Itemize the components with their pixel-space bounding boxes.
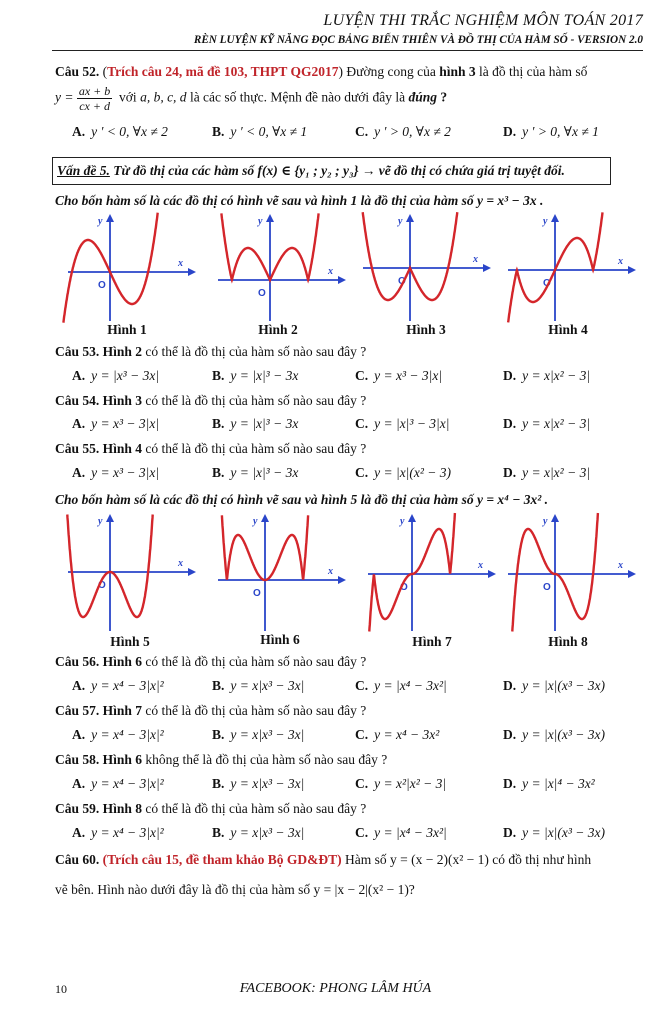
graph-hinh-8: [500, 510, 640, 635]
x-axis-arrow: [188, 268, 196, 276]
origin-label: O: [98, 280, 106, 291]
q60-label: Câu 60.: [55, 852, 100, 867]
q52-hinh: hình 3: [439, 64, 476, 79]
q58-option-a[interactable]: A. y = x⁴ − 3|x|²: [72, 776, 164, 791]
y-axis-arrow: [106, 514, 114, 522]
graph-hinh-4: [500, 210, 640, 325]
q58-option-b[interactable]: B. y = x|x³ − 3x|: [212, 776, 305, 791]
x-axis-label: x: [178, 258, 183, 269]
q55-option-d[interactable]: D. y = x|x² − 3|: [503, 465, 591, 480]
y-axis-label: y: [258, 216, 263, 227]
q57-option-d[interactable]: D. y = |x|(x³ − 3x): [503, 727, 606, 742]
q54-stem: Câu 54. Hình 3 có thể là đồ thị của hàm số nào sau đây ?: [55, 393, 367, 408]
q60-line2: vẽ bên. Hình nào dưới đây là đồ thị của hàm số y = |x − 2|(x² − 1)?: [55, 882, 415, 897]
section5-heading: [57, 163, 565, 179]
x-axis-label: x: [178, 558, 183, 569]
y-axis-label: y: [98, 216, 103, 227]
q52-formula-lhs: y =: [55, 89, 74, 105]
q52-line1: Câu 52. (Trích câu 24, mã đề 103, THPT QG2017) Đường cong của hình 3 là đồ thị của hàm số: [55, 64, 588, 79]
origin-label: O: [258, 288, 266, 299]
q54-option-a[interactable]: A. y = x³ − 3|x|: [72, 416, 160, 431]
q53-stem: Câu 53. Hình 2 có thể là đồ thị của hàm số nào sau đây ?: [55, 344, 367, 359]
x-axis-arrow: [628, 570, 636, 578]
q59-option-c[interactable]: C. y = |x⁴ − 3x²|: [355, 825, 447, 840]
q52-vars: a, b, c, d: [140, 89, 187, 105]
header-rule: [52, 50, 643, 51]
q58-option-c[interactable]: C. y = x²|x² − 3|: [355, 776, 447, 791]
x-axis-label: x: [473, 254, 478, 265]
q52-qmark: ?: [440, 89, 448, 105]
graph-hinh-1: [60, 210, 200, 325]
q54-option-d[interactable]: D. y = x|x² − 3|: [503, 416, 591, 431]
q56-option-d[interactable]: D. y = |x|(x³ − 3x): [503, 678, 606, 693]
intro1: Cho bốn hàm số là các đồ thị có hình vẽ sau và hình 1 là đồ thị của hàm số y = x³ − 3x .: [55, 193, 544, 208]
x-axis-arrow: [338, 576, 346, 584]
q56-option-c[interactable]: C. y = |x⁴ − 3x²|: [355, 678, 447, 693]
origin-label: O: [400, 582, 408, 593]
caption-hinh-8: Hình 8: [548, 634, 588, 649]
q59-option-b[interactable]: B. y = x|x³ − 3x|: [212, 825, 305, 840]
y-axis-label: y: [543, 516, 548, 527]
y-axis-label: y: [253, 516, 258, 527]
caption-hinh-5: Hình 5: [110, 634, 150, 649]
q57-stem: Câu 57. Hình 7 có thể là đồ thị của hàm số nào sau đây ?: [55, 703, 367, 718]
x-axis-arrow: [338, 276, 346, 284]
x-axis-arrow: [483, 264, 491, 272]
graph-hinh-3: [355, 210, 495, 325]
q52-emph: đúng: [408, 89, 438, 105]
header-subtitle: RÈN LUYỆN KỸ NĂNG ĐỌC BẢNG BIẾN THIÊN VÀ ĐỒ THỊ CỦA HÀM SỐ - VERSION 2.0: [193, 34, 643, 46]
caption-hinh-4: Hình 4: [548, 322, 588, 337]
section5-text: Từ đồ thị của các hàm số f(x) ∈ {y₁ ; y₂ ; y₃} → vẽ đồ thị có chứa giá trị tuyệt đối.: [113, 163, 565, 178]
intro2: Cho bốn hàm số là các đồ thị có hình vẽ sau và hình 5 là đồ thị của hàm số y = x⁴ − 3x² .: [55, 492, 549, 507]
q52-fraction: [77, 84, 112, 113]
q52-label: Câu 52.: [55, 64, 100, 79]
q52-text1: Đường cong của: [346, 64, 436, 79]
x-axis-label: x: [618, 256, 623, 267]
y-axis-label: y: [398, 216, 403, 227]
graph-hinh-7: [360, 510, 500, 635]
q52-text2: là đồ thị của hàm số: [479, 64, 588, 79]
q52-option-b[interactable]: B. y ′ < 0, ∀x ≠ 1: [212, 124, 308, 139]
q58-option-d[interactable]: D. y = |x|⁴ − 3x²: [503, 776, 595, 791]
y-axis-arrow: [551, 514, 559, 522]
q55-option-b[interactable]: B. y = |x|³ − 3x: [212, 465, 299, 480]
x-axis-label: x: [328, 266, 333, 277]
q57-option-c[interactable]: C. y = x⁴ − 3x²: [355, 727, 440, 742]
q59-option-d[interactable]: D. y = |x|(x³ − 3x): [503, 825, 606, 840]
section5-box: [52, 157, 611, 185]
q60-line1: [55, 852, 643, 868]
q56-option-b[interactable]: B. y = x|x³ − 3x|: [212, 678, 305, 693]
origin-label: O: [253, 588, 261, 599]
origin-label: O: [543, 278, 551, 289]
origin-label: O: [398, 276, 406, 287]
caption-hinh-7: Hình 7: [412, 634, 452, 649]
q55-option-c[interactable]: C. y = |x|(x² − 3): [355, 465, 452, 480]
q52-text4: là các số thực. Mệnh đề nào dưới đây là: [189, 89, 406, 105]
q54-option-b[interactable]: B. y = |x|³ − 3x: [212, 416, 299, 431]
q56-stem: Câu 56. Hình 6 có thể là đồ thị của hàm số nào sau đây ?: [55, 654, 367, 669]
graph-hinh-6: [210, 510, 350, 635]
q56-option-a[interactable]: A. y = x⁴ − 3|x|²: [72, 678, 164, 693]
q54-option-c[interactable]: C. y = |x|³ − 3|x|: [355, 416, 450, 431]
y-axis-arrow: [261, 514, 269, 522]
caption-hinh-6: Hình 6: [260, 632, 300, 647]
q53-option-c[interactable]: C. y = x³ − 3|x|: [355, 368, 443, 383]
q52-option-c[interactable]: C. y ′ > 0, ∀x ≠ 2: [355, 124, 451, 139]
footer-text: FACEBOOK: PHONG LÂM HÚA: [239, 981, 432, 996]
q60-text1: Hàm số y = (x − 2)(x² − 1) có đồ thị như hình: [345, 852, 592, 867]
q57-option-b[interactable]: B. y = x|x³ − 3x|: [212, 727, 305, 742]
y-axis-arrow: [551, 214, 559, 222]
x-axis-label: x: [478, 560, 483, 571]
q55-option-a[interactable]: A. y = x³ − 3|x|: [72, 465, 160, 480]
q55-stem: Câu 55. Hình 4 có thể là đồ thị của hàm số nào sau đây ?: [55, 441, 367, 456]
x-axis-label: x: [328, 566, 333, 577]
origin-label: O: [543, 582, 551, 593]
q59-option-a[interactable]: A. y = x⁴ − 3|x|²: [72, 825, 164, 840]
caption-hinh-1: Hình 1: [107, 322, 147, 337]
page-number: 10: [55, 982, 67, 996]
x-axis-arrow: [188, 568, 196, 576]
y-axis-label: y: [98, 516, 103, 527]
caption-hinh-2: Hình 2: [258, 322, 298, 337]
section5-label: Vấn đề 5.: [57, 163, 110, 178]
q52-source: Trích câu 24, mã đề 103, THPT QG2017: [107, 64, 339, 79]
caption-hinh-3: Hình 3: [406, 322, 446, 337]
q52-den: cx + d: [79, 99, 110, 113]
q60-source: (Trích câu 15, đề tham khảo Bộ GD&ĐT): [102, 852, 342, 867]
y-axis-arrow: [408, 514, 416, 522]
q53-option-d[interactable]: D. y = x|x² − 3|: [503, 368, 591, 383]
q52-num: ax + b: [78, 84, 111, 98]
y-axis-arrow: [406, 214, 414, 222]
x-axis-arrow: [488, 570, 496, 578]
y-axis-arrow: [266, 214, 274, 222]
q52-option-a[interactable]: A. y ′ < 0, ∀x ≠ 2: [72, 124, 168, 139]
q52-option-d[interactable]: D. y ′ > 0, ∀x ≠ 1: [503, 124, 599, 139]
graph-hinh-5: [60, 510, 200, 635]
q53-option-a[interactable]: A. y = |x³ − 3x|: [72, 368, 160, 383]
graph-hinh-2: [210, 210, 350, 325]
q53-option-b[interactable]: B. y = |x|³ − 3x: [212, 368, 299, 383]
x-axis-label: x: [618, 560, 623, 571]
q52-line2: [55, 84, 643, 113]
q52-text3: với: [119, 89, 137, 105]
q58-stem: Câu 58. Hình 6 không thể là đồ thị của hàm số nào sau đây ?: [55, 752, 388, 767]
origin-label: O: [98, 580, 106, 591]
x-axis-arrow: [628, 266, 636, 274]
y-axis-label: y: [543, 216, 548, 227]
y-axis-label: y: [400, 516, 405, 527]
q57-option-a[interactable]: A. y = x⁴ − 3|x|²: [72, 727, 164, 742]
y-axis-arrow: [106, 214, 114, 222]
header-title: LUYỆN THI TRẮC NGHIỆM MÔN TOÁN 2017: [323, 12, 643, 29]
q59-stem: Câu 59. Hình 8 có thể là đồ thị của hàm số nào sau đây ?: [55, 801, 367, 816]
